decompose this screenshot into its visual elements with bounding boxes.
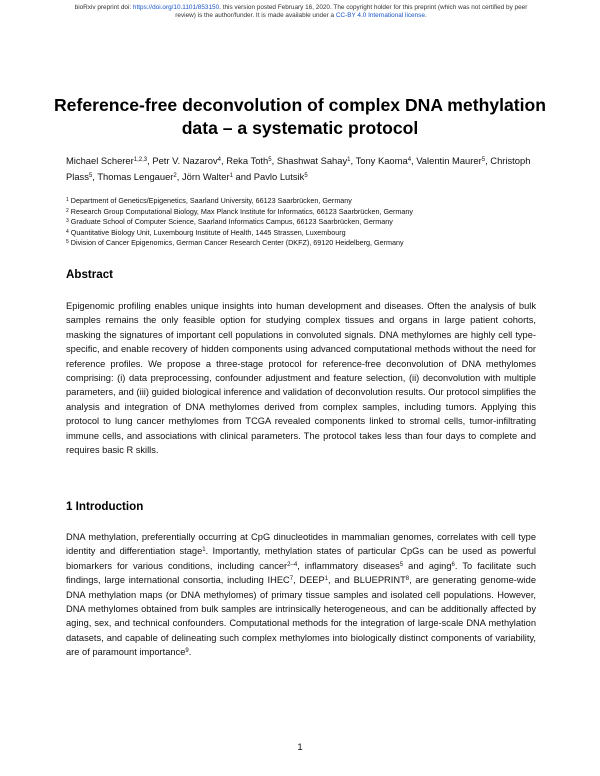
introduction-heading: 1 Introduction xyxy=(66,500,144,513)
affiliation xyxy=(66,238,546,249)
affiliation-number: 2 xyxy=(66,207,69,214)
affiliation-number: 1 xyxy=(66,197,69,203)
author-name: Michael Scherer xyxy=(66,155,134,166)
citation-marker: 9 xyxy=(185,648,189,655)
author xyxy=(66,155,147,166)
citation-marker: 7 xyxy=(289,576,294,583)
author-affiliation-mark: 5 xyxy=(88,173,93,179)
author xyxy=(152,155,221,166)
author-affiliation-mark: 5 xyxy=(481,157,486,163)
notice-end: . xyxy=(424,12,427,20)
intro-text-run: . To facilitate such findings, large international consortia, including IHEC xyxy=(66,560,536,586)
author xyxy=(226,155,271,166)
intro-text-run: . Importantly, methylation states of particular CpGs can be used as powerful biomarkers for various conditions, including cancer xyxy=(66,546,536,571)
affiliation-number: 3 xyxy=(66,218,69,225)
intro-text-run: DNA methylation, preferentially occurring at CpG dinucleotides in mammalian genomes, correlates with cell type identity and differentiation stage xyxy=(66,532,536,557)
affiliation-text: Department of Genetics/Epigenetics, Saarland University, 66123 Saarbrücken, Germany xyxy=(68,196,352,205)
author-conjunction: and xyxy=(232,171,254,182)
author-affiliation-mark: 5 xyxy=(304,173,308,179)
page-number: 1 xyxy=(297,742,303,753)
author-name: Christoph Plass xyxy=(66,155,531,182)
author-affiliation-mark: 1,2,3 xyxy=(133,157,148,163)
intro-text-run: , inflammatory diseases xyxy=(297,560,400,571)
affiliation-text: Research Group Computational Biology, Max Planck Institute for Informatics, 66123 Saarbrücken, Germany xyxy=(68,206,414,216)
author-list: Michael Scherer$^{1,2,3}$, Petr V. Nazarov$^4$, Reka Toth$^5$, Shashwat Sahay$^1$, Tony Kaoma$^4$, Valentin Maurer$^5$, Christoph Plass$^5$, Thomas Lengauer$^2$, Jörn Walter$^1$ and Pavlo Lutsik$^5$ xyxy=(66,155,531,182)
author xyxy=(97,171,176,182)
author xyxy=(182,171,233,182)
notice-prefix: bioRxiv preprint doi: xyxy=(74,4,133,11)
author xyxy=(356,155,411,166)
author-name: Pavlo Lutsik xyxy=(253,171,305,182)
affiliation-text: Quantitative Biology Unit, Luxembourg Institute of Health, 1445 Strassen, Luxembourg xyxy=(68,227,346,237)
author-name: Tony Kaoma xyxy=(355,155,408,166)
affiliation-list xyxy=(66,196,546,249)
intro-text-run: , and BLUEPRINT xyxy=(328,575,406,586)
affiliation-number: 4 xyxy=(66,228,69,235)
author-name: Petr V. Nazarov xyxy=(152,155,218,166)
affiliation xyxy=(66,217,546,228)
author xyxy=(277,155,351,166)
author xyxy=(254,171,308,182)
citation-marker: 2–4 xyxy=(287,561,298,568)
intro-text-run: and aging xyxy=(403,560,452,571)
affiliation xyxy=(66,196,546,207)
introduction-text xyxy=(66,530,536,660)
abstract-text: Epigenomic profiling enables unique insights into human development and diseases. Often the analysis of bulk samples remains the only feasible option for studying complex tissues and organs in large patient cohorts, masking the signatures of important cell populations in convoluted signals. DNA methylomes are highly cell type-specific, and enable recovery of hidden components using advanced computational methods without the need for reference profiles. We propose a three-stage protocol for reference-free deconvolution of DNA methylomes comprising: (i) data preprocessing, confounder adjustment and feature selection, (ii) deconvolution with multiple parameters, and (iii) guided biological inference and validation of deconvolution results. Our protocol simplifies the analysis and integration of DNA methylomes derived from complex samples, including tumors. Applying this protocol to lung cancer methylomes from TCGA revealed components linked to stromal cells, tumor-infiltrating immune cells, and associations with clinical parameters. The protocol takes less than four days to complete and requires basic R skills. xyxy=(66,301,536,456)
author xyxy=(416,155,485,166)
author-name: Jörn Walter xyxy=(181,171,230,182)
author-affiliation-mark: 1 xyxy=(229,173,233,179)
author-affiliation-mark: 2 xyxy=(173,173,177,179)
doi-link[interactable]: https://doi.org/10.1101/853150 xyxy=(132,4,220,11)
citation-marker: 1 xyxy=(324,576,329,583)
author-name: Reka Toth xyxy=(226,155,269,166)
affiliation xyxy=(66,228,546,239)
notice-text: . this version posted February 16, 2020. The copyright holder for this preprint (which was not certified by peer review) is the author/funder. It is made available under a xyxy=(175,4,528,20)
author-affiliation-mark: 4 xyxy=(217,157,221,163)
affiliation-text: Graduate School of Computer Science, Saarland Informatics Campus, 66123 Saarbrücken, Germany xyxy=(68,217,393,227)
author-affiliation-mark: 5 xyxy=(268,157,272,163)
paper-title: Reference-free deconvolution of complex DNA methylation data – a systematic protocol xyxy=(53,95,547,138)
intro-text-run: , are generating genome-wide DNA methylation maps (or DNA methylomes) of primary tissue samples and isolated cell populations. However, DNA methylomes obtained from bulk samples are intrinsically heterogeneous, and can be additionally affected by aging, sex, and technical confounders. Computational methods for the integration of large-scale DNA methylation datasets, and capable of delineating such complex methylomes into biologically distinct components of variability, are of paramount importance xyxy=(66,575,537,658)
affiliation xyxy=(66,207,546,218)
citation-marker: 6 xyxy=(451,561,455,568)
affiliation-text: Division of Cancer Epigenomics, German Cancer Research Center (DKFZ), 69120 Heidelberg, Germany xyxy=(68,238,404,248)
author-name: Shashwat Sahay xyxy=(276,155,348,166)
author-name: Thomas Lengauer xyxy=(97,171,174,182)
author-name: Valentin Maurer xyxy=(416,155,482,166)
affiliation-number: 5 xyxy=(66,239,69,246)
intro-text-run: . xyxy=(188,647,192,658)
author-affiliation-mark: 4 xyxy=(407,157,412,163)
preprint-notice xyxy=(66,4,536,21)
citation-marker: 5 xyxy=(399,561,404,568)
intro-text-run: , DEEP xyxy=(293,575,325,586)
license-link[interactable]: CC-BY 4.0 International license xyxy=(335,12,425,20)
citation-marker: 1 xyxy=(202,547,206,554)
citation-marker: 8 xyxy=(405,576,410,583)
abstract-heading: Abstract xyxy=(66,268,114,281)
author-affiliation-mark: 1 xyxy=(347,157,351,163)
